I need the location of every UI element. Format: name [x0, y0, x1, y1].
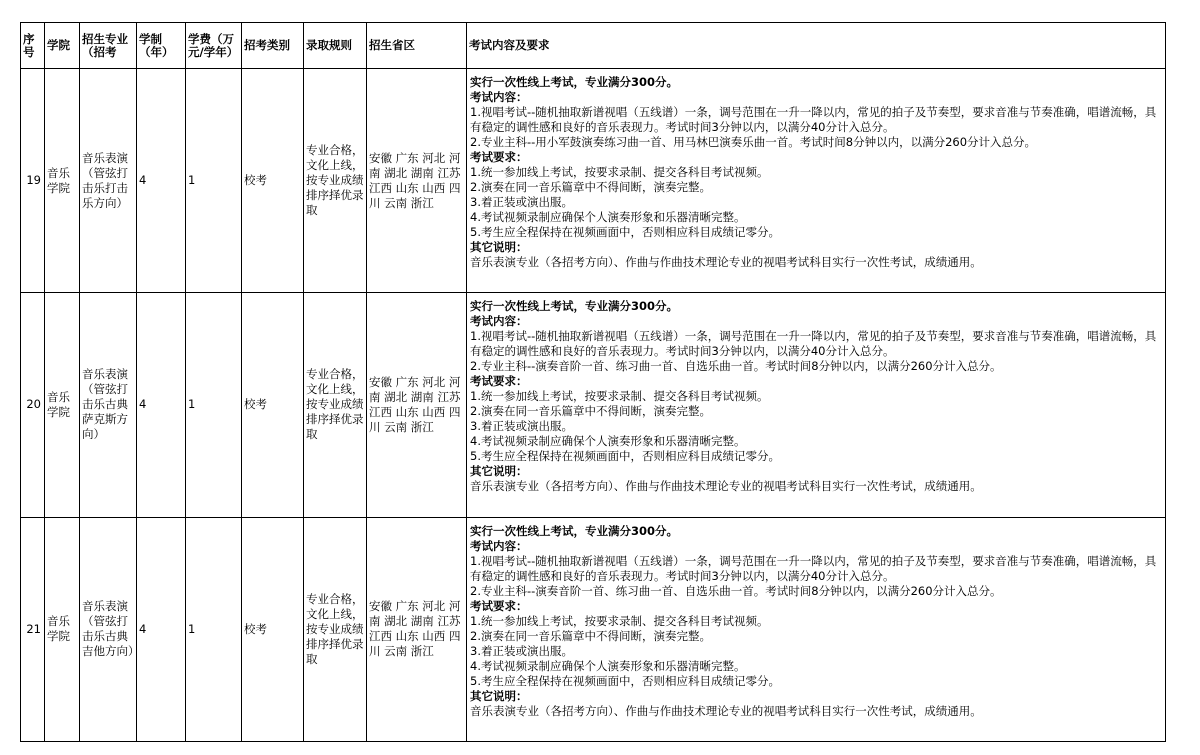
cell-major: 音乐表演（管弦打击乐古典萨克斯方向）	[80, 293, 137, 517]
detail-line: 其它说明：	[470, 240, 528, 254]
detail-line: 其它说明：	[470, 464, 528, 479]
cell-years: 4	[137, 69, 186, 293]
header-category: 招考类别	[242, 23, 304, 69]
detail-line: 考试内容：	[470, 314, 528, 329]
cell-college: 音乐学院	[45, 293, 80, 517]
cell-college: 音乐学院	[45, 517, 80, 741]
cell-requirements	[467, 69, 1166, 293]
detail-line: 3.着正装或演出服。	[470, 643, 573, 658]
detail-line: 1.视唱考试--随机抽取新谱视唱（五线谱）一条，调号范围在一升一降以内，常见的拍子及节奏型，要求音准与节奏准确，唱谱流畅，具有稳定的调性感和良好的音乐表现力。考试时间3分钟以内，以满分40分计入总分。	[470, 105, 1157, 134]
detail-line: 5.考生应全程保持在视频画面中，否则相应科目成绩记零分。	[470, 225, 780, 239]
cell-category: 校考	[242, 293, 304, 517]
cell-provinces: 安徽 广东 河北 河南 湖北 湖南 江苏 江西 山东 山西 四川 云南 浙江	[367, 293, 467, 517]
cell-requirements	[467, 517, 1166, 741]
cell-category: 校考	[242, 69, 304, 293]
detail-line: 4.考试视频录制应确保个人演奏形象和乐器清晰完整。	[470, 658, 746, 673]
detail-line: 1.视唱考试--随机抽取新谱视唱（五线谱）一条，调号范围在一升一降以内，常见的拍子及节奏型，要求音准与节奏准确，唱谱流畅，具有稳定的调性感和良好的音乐表现力。考试时间3分钟以内，以满分40分计入总分。	[470, 329, 1157, 359]
detail-line: 2.演奏在同一音乐篇章中不得间断，演奏完整。	[470, 180, 711, 194]
detail-line: 2.专业主科--演奏音阶一首、练习曲一首、自选乐曲一首。考试时间8分钟以内，以满分260分计入总分。	[470, 359, 1002, 374]
cell-seq: 21	[21, 517, 45, 741]
detail-line: 3.着正装或演出服。	[470, 195, 573, 209]
cell-major: 音乐表演（管弦打击乐古典吉他方向）	[80, 517, 137, 741]
detail-line: 5.考生应全程保持在视频画面中，否则相应科目成绩记零分。	[470, 673, 780, 688]
header-college: 学院	[45, 23, 80, 69]
detail-line: 2.专业主科--演奏音阶一首、练习曲一首、自选乐曲一首。考试时间8分钟以内，以满分260分计入总分。	[470, 583, 1002, 598]
header-rule: 录取规则	[304, 23, 367, 69]
cell-provinces: 安徽 广东 河北 河南 湖北 湖南 江苏 江西 山东 山西 四川 云南 浙江	[367, 69, 467, 293]
cell-tuition: 1	[186, 293, 242, 517]
detail-line: 实行一次性线上考试，专业满分300分。	[470, 75, 679, 89]
detail-line: 音乐表演专业（各招考方向）、作曲与作曲技术理论专业的视唱考试科目实行一次性考试，成绩通用。	[470, 255, 982, 269]
cell-college: 音乐学院	[45, 69, 80, 293]
header-requirements: 考试内容及要求	[467, 23, 1166, 69]
header-tuition: 学费（万元/学年）	[186, 23, 242, 69]
header-seq: 序号	[21, 23, 45, 69]
cell-tuition: 1	[186, 517, 242, 741]
cell-seq: 19	[21, 69, 45, 293]
detail-line: 1.视唱考试--随机抽取新谱视唱（五线谱）一条，调号范围在一升一降以内，常见的拍子及节奏型，要求音准与节奏准确，唱谱流畅，具有稳定的调性感和良好的音乐表现力。考试时间3分钟以内，以满分40分计入总分。	[470, 553, 1157, 583]
table-row	[21, 293, 1166, 517]
cell-years: 4	[137, 293, 186, 517]
cell-rule: 专业合格，文化上线，按专业成绩排序择优录取	[304, 69, 367, 293]
detail-line: 音乐表演专业（各招考方向）、作曲与作曲技术理论专业的视唱考试科目实行一次性考试，成绩通用。	[470, 703, 982, 718]
cell-tuition: 1	[186, 69, 242, 293]
cell-rule: 专业合格，文化上线，按专业成绩排序择优录取	[304, 293, 367, 517]
detail-line: 其它说明：	[470, 688, 528, 703]
table-row	[21, 517, 1166, 741]
cell-rule: 专业合格，文化上线，按专业成绩排序择优录取	[304, 517, 367, 741]
detail-line: 2.演奏在同一音乐篇章中不得间断，演奏完整。	[470, 404, 711, 419]
detail-line: 3.着正装或演出服。	[470, 419, 573, 434]
header-row	[21, 23, 1166, 69]
detail-line: 考试要求：	[470, 598, 528, 613]
cell-seq: 20	[21, 293, 45, 517]
detail-line: 实行一次性线上考试，专业满分300分。	[470, 523, 679, 538]
cell-requirements	[467, 293, 1166, 517]
header-major: 招生专业（招考	[80, 23, 137, 69]
admissions-table	[20, 22, 1166, 742]
detail-line: 1.统一参加线上考试，按要求录制、提交各科目考试视频。	[470, 165, 769, 179]
detail-line: 2.专业主科--用小军鼓演奏练习曲一首、用马林巴演奏乐曲一首。考试时间8分钟以内，以满分260分计入总分。	[470, 135, 1037, 149]
detail-line: 2.演奏在同一音乐篇章中不得间断，演奏完整。	[470, 628, 711, 643]
cell-provinces: 安徽 广东 河北 河南 湖北 湖南 江苏 江西 山东 山西 四川 云南 浙江	[367, 517, 467, 741]
detail-line: 4.考试视频录制应确保个人演奏形象和乐器清晰完整。	[470, 434, 746, 449]
detail-line: 音乐表演专业（各招考方向）、作曲与作曲技术理论专业的视唱考试科目实行一次性考试，成绩通用。	[470, 479, 982, 494]
detail-line: 考试内容：	[470, 538, 528, 553]
detail-line: 4.考试视频录制应确保个人演奏形象和乐器清晰完整。	[470, 210, 746, 224]
cell-years: 4	[137, 517, 186, 741]
header-provinces: 招生省区	[367, 23, 467, 69]
detail-line: 1.统一参加线上考试，按要求录制、提交各科目考试视频。	[470, 613, 769, 628]
detail-line: 实行一次性线上考试，专业满分300分。	[470, 299, 679, 314]
detail-line: 考试内容：	[470, 90, 528, 104]
detail-line: 5.考生应全程保持在视频画面中，否则相应科目成绩记零分。	[470, 449, 780, 464]
detail-line: 考试要求：	[470, 374, 528, 389]
cell-major: 音乐表演（管弦打击乐打击乐方向）	[80, 69, 137, 293]
header-years: 学制（年）	[137, 23, 186, 69]
table-row	[21, 69, 1166, 293]
detail-line: 考试要求：	[470, 150, 528, 164]
cell-category: 校考	[242, 517, 304, 741]
detail-line: 1.统一参加线上考试，按要求录制、提交各科目考试视频。	[470, 389, 769, 404]
